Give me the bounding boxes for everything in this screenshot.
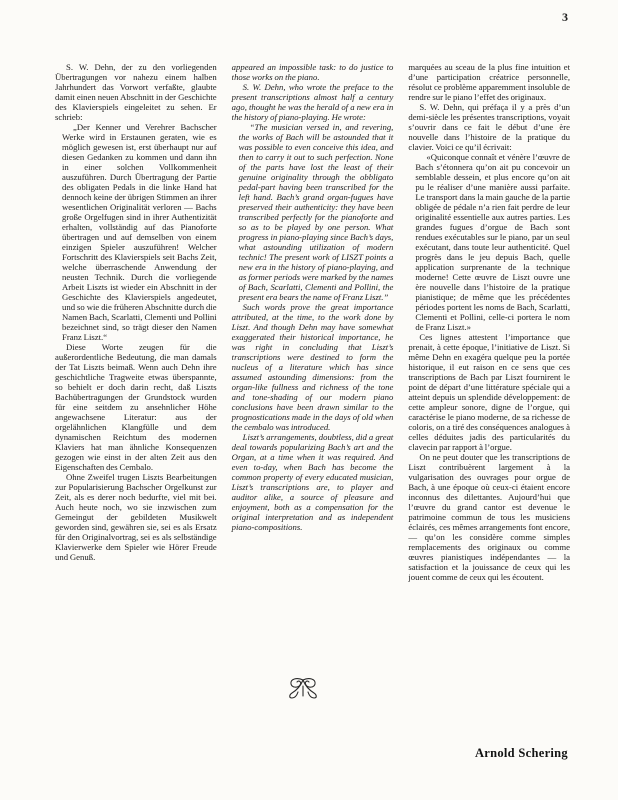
column-french xyxy=(408,62,570,582)
paragraph: Ces lignes attestent l’importance que prenait, à cette époque, l’initiative de Liszt. Si même Dehn en exagéra quelque peu la portée historique, il eut raison en ce sens que ces transcriptions de Bach par Liszt fournirent le point de départ d’une littérature spéciale qui a atteint depuis un splendide développement: de cette ampleur sonore, digne de l’orgue, qui caractérise le piano moderne, de sa richesse de coloris, on a tiré des conséquences analogues à celles déduites jadis des particularités du clavecin par rapport à l’orgue. xyxy=(408,332,571,452)
paragraph: appeared an impossible task: to do justice to those works on the piano. xyxy=(231,62,394,82)
paragraph: Diese Worte zeugen für die außerordentliche Bedeutung, die man damals der Tat Liszts beimaß. Wenn auch Dehn ihre geschichtliche Tragweite etwas überspannte, so behielt er doch darin recht, daß Liszts Bachübertragungen der Grundstock wurden für eine seitdem zu ansehnlicher Höhe angewachsene Literatur: aus der orgelähnlichen Klangfülle und dem dynamischen Reichtum des modernen Klaviers hat man ähnliche Konsequenzen gezogen wie einst in der alten Zeit aus den Eigenschaften des Cembalo. xyxy=(55,342,217,472)
page-number: 3 xyxy=(562,10,568,24)
paragraph: S. W. Dehn, who wrote the preface to the present transcriptions almost half a century ago, thought he was the herald of a new era in the history of piano-playing. He wrote: xyxy=(231,82,394,122)
paragraph: “The musician versed in, and revering, the works of Bach will be astounded that it was possible to even conceive this idea, and then to carry it out to such perfection. None of the parts have lost the least of their genuine originality through the obbligato pedal-part having been transcribed for the left hand. Bach’s grand organ-fugues have preserved their authenticity: they have been transcribed perfectly for the pianoforte and so as to be played by one person. What progress in piano-playing since Bach’s days, what astounding utilization of modern technic! The present work of LISZT points a new era in the history of piano-playing, and as former periods were marked by the names of Bach, Scarlatti, Clementi and Pollini, the present era bears the name of Franz Liszt.” xyxy=(238,122,394,302)
author-signature: Arnold Schering xyxy=(474,746,568,760)
column-english xyxy=(232,62,394,582)
paragraph: «Quiconque connaît et vénère l’œuvre de Bach s’étonnera qu’on ait pu concevoir un semblable dessein, et plus encore qu’on ait pu le réaliser d’une manière aussi parfaite. Le transport dans la main gauche de la partie obligée de pédale n’a rien fait perdre de leur originalité essentielle aux autres parties. Les grandes fugues d’orgue de Bach sont rendues exécutables sur le piano, par un seul exécutant, dans toute leur authenticité. Quel progrès dans le jeu depuis Bach, quelle application surprenante de la technique moderne! Cette œuvre de Liszt ouvre une ère nouvelle dans l’histoire de la pratique pianistique; de même que les précédentes périodes portent les noms de Bach, Scarlatti, Clementi et Pollini, celle-ci portera le nom de Franz Liszt.» xyxy=(415,152,571,332)
paragraph: Ohne Zweifel trugen Liszts Bearbeitungen zur Popularisierung Bachscher Orgelkunst zur Zeit, als es derer noch bedurfte, viel mit bei. Auch heute noch, wo sie inzwischen zum Gemeingut der gebildeten Musikwelt geworden sind, gewähren sie, sei es als Ersatz für den Originalvortrag, sei es als selbständige Klavierwerke dem Spieler wie Hörer Freude und Genuß. xyxy=(55,472,217,562)
paragraph: Liszt’s arrangements, doubtless, did a great deal towards popularizing Bach’s art and the Organ, at a time when it was required. And even to-day, when Bach has become the common property of every educated musician, Liszt’s transcriptions are, to player and auditor alike, a source of pleasure and enjoyment, both as a compensation for the original interpretation and as independent piano-compositions. xyxy=(231,432,394,532)
ornament-icon xyxy=(283,676,323,702)
paragraph: S. W. Dehn, qui préfaça il y a près d’un demi-siècle les présentes transcriptions, voyait s’ouvrir dans ce fait le début d’une ère nouvelle dans l’histoire de la pratique du clavier. Voici ce qu’il écrivait: xyxy=(408,102,571,152)
paragraph: On ne peut douter que les transcriptions de Liszt contribuèrent largement à la vulgarisation des ouvrages pour orgue de Bach, à une époque où ceux-ci étaient encore inconnus des dilettantes. Aujourd’hui que l’œuvre du grand cantor est devenue le patrimoine commun de tous les musiciens éclairés, ces mêmes arrangements font encore, — qu’on les considère comme simples remplacements des originaux ou comme œuvres pianistiques indépendantes — la satisfaction et la jouissance de ceux qui les jouent comme de ceux qui les écoutent. xyxy=(408,452,571,582)
paragraph: Such words prove the great importance attributed, at the time, to the work done by Liszt. And though Dehn may have somewhat exaggerated their historical importance, he was right in concluding that Liszt’s transcriptions were destined to form the nucleus of a literature which has since assumed astounding dimensions: from the organ-like fullness and richness of the tone and tone-shading of our modern piano conclusions have been drawn similar to the prognostications made in the days of old when the cembalo was introduced. xyxy=(231,302,394,432)
paragraph: S. W. Dehn, der zu den vorliegenden Übertragungen vor nahezu einem halben Jahrhundert das Vorwort verfaßte, glaubte damit einen neuen Abschnitt in der Geschichte des Klavierspiels eingeleitet zu sehen. Er schrieb: xyxy=(55,62,217,122)
text-columns xyxy=(55,62,570,582)
paragraph: marquées au sceau de la plus fine intuition et d’une participation créatrice personnelle, résolut ce problème apparemment insoluble de rendre sur le piano l’effet des originaux. xyxy=(408,62,571,102)
paragraph: „Der Kenner und Verehrer Bachscher Werke wird in Erstaunen geraten, wie es möglich gewesen ist, erst überhaupt nur auf diesen Gedanken zu kommen und dann ihn in einer solchen Vollkommenheit auszuführen. Durch Übertragung der Partie des obligaten Pedals in die linke Hand hat dennoch keine der übrigen Stimmen an ihrer wesentlichen Originalität verloren — Bachs große Orgelfugen sind in ihrer Authentizität erhalten, vollständig auf das Pianoforte übertragen und auf demselben von einem einzigen Spieler auszuführen! Welcher Fortschritt des Klavierspiels seit Bachs Zeit, welche überraschende Anwendung der neusten Technik. Durch die vorliegende Arbeit Liszts ist wieder ein Abschnitt in der Geschichte des Klavierspiels angedeutet, und so wie die früheren Abschnitte durch die Namen Bach, Scarlatti, Clementi und Pollini bezeichnet sind, so trägt dieser den Namen Franz Liszt.“ xyxy=(62,122,217,342)
column-german xyxy=(55,62,217,582)
